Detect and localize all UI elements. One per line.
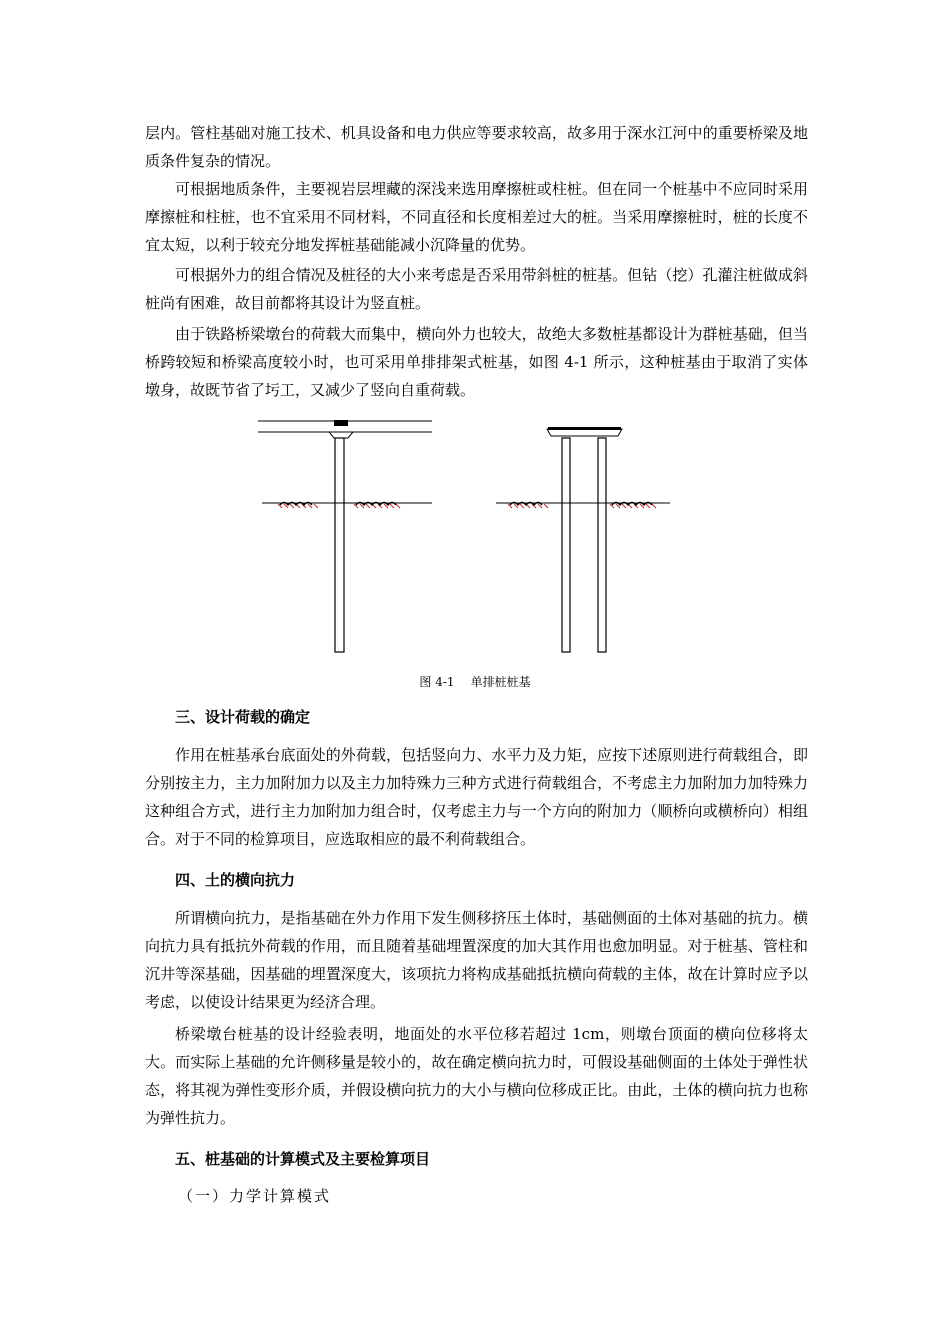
paragraph-7: 桥梁墩台桩基的设计经验表明，地面处的水平位移若超过 1cm，则墩台顶面的横向位移将太大。而实际上基础的允许侧移量是较小的，故在确定横向抗力时，可假设基础侧面的土体处于弹性状态，将其视为弹性变形介质，并假设横向抗力的大小与横向位移成正比。由此，土体的横向抗力也称为弹性抗力。	[145, 1025, 808, 1127]
paragraph-5: 作用在桩基承台底面处的外荷载，包括竖向力、水平力及力矩，应按下述原则进行荷载组合，即分别按主力，主力加附加力以及主力加特殊力三种方式进行荷载组合，不考虑主力加附加力加特殊力这种组合方式，进行主力加附加力组合时，仅考虑主力与一个方向的附加力（顺桥向或横桥向）相组合。对于不同的检算项目，应选取相应的最不利荷载组合。	[145, 746, 808, 848]
subheading-mechanical-model: （一）力学计算模式	[178, 1187, 332, 1205]
paragraph-4: 由于铁路桥梁墩台的荷载大而集中，横向外力也较大，故绝大多数桩基都设计为群桩基础，但当桥跨较短和桥梁高度较小时，也可采用单排排架式桩基，如图 4-1 所示，这种桩基由于取消了实体墩身，故既节省了圬工，又减少了竖向自重荷载。	[145, 325, 808, 399]
figure-number: 图 4-1	[419, 675, 455, 689]
heading-calculation-mode: 五、桩基础的计算模式及主要检算项目	[175, 1150, 431, 1168]
double-pile-bent-right	[496, 427, 670, 652]
paragraph-1: 层内。管柱基础对施工技术、机具设备和电力供应等要求较高，故多用于深水江河中的重要桥梁及地质条件复杂的情况。	[145, 124, 808, 170]
heading-lateral-resistance: 四、土的横向抗力	[175, 871, 296, 889]
paragraph-6: 所谓横向抗力，是指基础在外力作用下发生侧移挤压土体时，基础侧面的土体对基础的抗力。横向抗力具有抵抗外荷载的作用，而且随着基础埋置深度的加大其作用也愈加明显。对于桩基、管柱和沉井等深基础，因基础的埋置深度大，该项抗力将构成基础抵抗横向荷载的主体，故在计算时应予以考虑，以使设计结果更为经济合理。	[145, 909, 808, 1011]
pile-foundation-figure	[250, 414, 690, 659]
paragraph-3: 可根据外力的组合情况及桩径的大小来考虑是否采用带斜桩的桩基。但钻（挖）孔灌注桩做成斜桩尚有困难，故目前都将其设计为竖直桩。	[145, 266, 808, 312]
figure-title: 单排桩桩基	[470, 675, 531, 689]
figure-caption	[0, 674, 950, 690]
paragraph-2: 可根据地质条件，主要视岩层埋藏的深浅来选用摩擦桩或柱桩。但在同一个桩基中不应同时采用摩擦桩和柱桩，也不宜采用不同材料，不同直径和长度相差过大的桩。当采用摩擦桩时，桩的长度不宜太短，以利于较充分地发挥桩基础能减小沉降量的优势。	[145, 180, 808, 254]
single-pile-bent-left	[258, 420, 432, 652]
heading-design-load: 三、设计荷载的确定	[175, 708, 311, 726]
